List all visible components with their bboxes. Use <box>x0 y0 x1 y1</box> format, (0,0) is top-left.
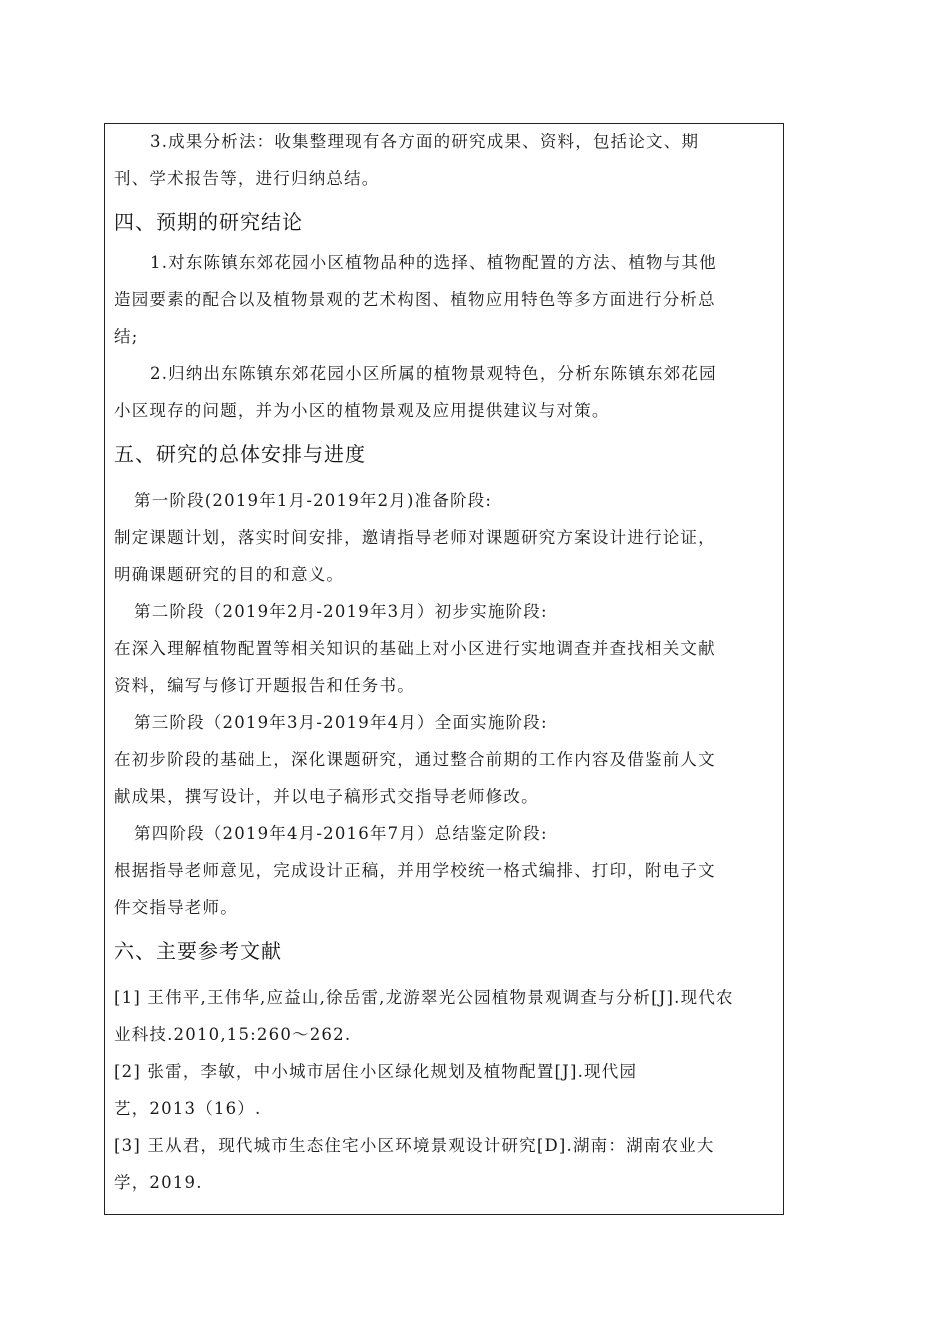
stage4-line2: 件交指导老师。 <box>114 898 238 917</box>
stage3-line1: 在初步阶段的基础上，深化课题研究，通过整合前期的工作内容及借鉴前人文 <box>114 750 716 769</box>
ref1-line2: 业科技.2010,15:260～262. <box>114 1025 352 1044</box>
method3-line2: 刊、学术报告等，进行归纳总结。 <box>114 169 380 188</box>
stage2-line1: 在深入理解植物配置等相关知识的基础上对小区进行实地调查并查找相关文献 <box>114 639 716 658</box>
ref3-line1: [3] 王从君，现代城市生态住宅小区环境景观设计研究[D].湖南：湖南农业大 <box>114 1136 715 1155</box>
stage3-title: 第三阶段（2019年3月-2019年4月）全面实施阶段: <box>134 713 548 732</box>
stage3-line2: 献成果，撰写设计，并以电子稿形式交指导老师修改。 <box>114 787 539 806</box>
section4-heading: 四、预期的研究结论 <box>114 210 303 234</box>
section6-heading: 六、主要参考文献 <box>114 939 282 963</box>
ref2-line2: 艺，2013（16）. <box>114 1099 262 1118</box>
stage1-line1: 制定课题计划，落实时间安排，邀请指导老师对课题研究方案设计进行论证， <box>114 528 716 547</box>
stage4-title: 第四阶段（2019年4月-2016年7月）总结鉴定阶段: <box>134 824 548 843</box>
ref3-line2: 学，2019. <box>114 1173 203 1192</box>
section4-item1-line3: 结; <box>114 327 139 346</box>
method3-line1: 3.成果分析法：收集整理现有各方面的研究成果、资料，包括论文、期 <box>150 132 700 151</box>
stage2-line2: 资料，编写与修订开题报告和任务书。 <box>114 676 415 695</box>
document-body <box>114 123 778 1201</box>
section5-heading: 五、研究的总体安排与进度 <box>114 442 366 466</box>
section4-item1-line2: 造园要素的配合以及植物景观的艺术构图、植物应用特色等多方面进行分析总 <box>114 290 716 309</box>
section4-item1-line1: 1.对东陈镇东郊花园小区植物品种的选择、植物配置的方法、植物与其他 <box>150 253 717 272</box>
stage2-title: 第二阶段（2019年2月-2019年3月）初步实施阶段: <box>134 602 548 621</box>
stage1-title: 第一阶段(2019年1月-2019年2月)准备阶段: <box>134 491 493 510</box>
section4-item2-line2: 小区现存的问题，并为小区的植物景观及应用提供建议与对策。 <box>114 401 610 420</box>
stage4-line1: 根据指导老师意见，完成设计正稿，并用学校统一格式编排、打印，附电子文 <box>114 861 716 880</box>
ref1-line1: [1] 王伟平,王伟华,应益山,徐岳雷,龙游翠光公园植物景观调查与分析[J].现代农 <box>114 988 734 1007</box>
ref2-line1: [2] 张雷，李敏，中小城市居住小区绿化规划及植物配置[J].现代园 <box>114 1062 638 1081</box>
section4-item2-line1: 2.归纳出东陈镇东郊花园小区所属的植物景观特色，分析东陈镇东郊花园 <box>150 364 717 383</box>
stage1-line2: 明确课题研究的目的和意义。 <box>114 565 345 584</box>
